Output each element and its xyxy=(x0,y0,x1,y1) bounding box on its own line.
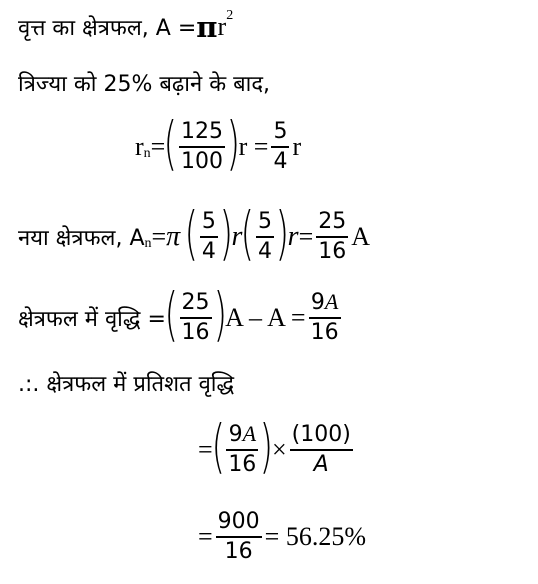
area-formula-line xyxy=(18,10,233,44)
fraction-numerator: 900 xyxy=(217,509,260,534)
left-paren: ( xyxy=(184,199,199,267)
area-symbol: A xyxy=(351,222,371,251)
fraction-denominator: 16 xyxy=(224,539,253,564)
equals-sign: = xyxy=(198,522,213,551)
numerator-coefficient: 9 xyxy=(228,422,243,447)
fraction-125-100 xyxy=(179,118,225,176)
radius-symbol: r xyxy=(231,221,243,252)
right-paren: ) xyxy=(219,199,233,267)
fraction-5-4 xyxy=(271,118,289,176)
final-result xyxy=(198,508,366,566)
fraction-5-4 xyxy=(256,208,274,266)
fraction-100-a xyxy=(290,421,353,479)
area-increase-equation xyxy=(18,279,344,348)
exponent: 2 xyxy=(226,8,234,23)
radius-equals: r = xyxy=(238,132,269,161)
fraction-numerator: 25 xyxy=(181,289,210,315)
new-area-label: नया क्षेत्रफल, A xyxy=(18,226,145,251)
percent-increase-expression xyxy=(198,411,356,480)
pi-symbol: π xyxy=(196,10,218,44)
times-sign: × xyxy=(271,434,287,464)
right-paren: ) xyxy=(213,279,227,348)
right-paren: ) xyxy=(259,411,274,480)
percent-increase-heading xyxy=(18,368,234,398)
numerator-variable: A xyxy=(242,421,257,446)
new-area-subscript: n xyxy=(144,236,152,251)
final-percentage: = 56.25% xyxy=(264,522,366,551)
area-formula-label: वृत्त का क्षेत्रफल, A = xyxy=(18,16,197,41)
left-paren: ( xyxy=(211,411,225,480)
radius-increase-statement xyxy=(18,68,270,98)
fraction-numerator: 125 xyxy=(180,119,223,144)
fraction-denominator: 16 xyxy=(310,320,339,345)
fraction-denominator: 16 xyxy=(228,452,257,477)
fraction-900-16 xyxy=(216,508,262,566)
fraction-denominator: 4 xyxy=(201,239,216,264)
left-paren: ( xyxy=(240,199,255,267)
percent-increase-text: .:. क्षेत्रफल में प्रतिशत वृद्धि xyxy=(18,372,235,397)
fraction-9a-16 xyxy=(226,420,258,479)
right-paren: ) xyxy=(226,109,241,177)
radius-increase-text: त्रिज्या को 25% बढ़ाने के बाद, xyxy=(18,72,271,97)
new-radius-subscript: n xyxy=(143,146,151,161)
new-radius-symbol: r xyxy=(135,132,144,161)
equals-sign: = xyxy=(151,222,167,251)
area-increase-label: क्षेत्रफल में वृद्धि = xyxy=(18,306,166,332)
equals-sign: = xyxy=(298,222,314,251)
fraction-numerator: 5 xyxy=(201,209,216,234)
fraction-numerator: 5 xyxy=(273,119,288,144)
fraction-numerator: 5 xyxy=(258,209,273,234)
radius-symbol: r xyxy=(292,132,302,161)
numerator-coefficient: 9 xyxy=(310,290,325,315)
radius-symbol: r xyxy=(287,221,299,252)
area-difference: A – A = xyxy=(225,302,306,332)
fraction-denominator: A xyxy=(313,451,329,477)
radius-symbol: r xyxy=(217,12,227,41)
fraction-5-4 xyxy=(200,208,218,266)
equals-sign: = xyxy=(198,434,213,464)
fraction-denominator: 16 xyxy=(181,319,210,345)
new-area-equation xyxy=(18,199,371,267)
equals-sign: = xyxy=(150,132,166,161)
fraction-numerator xyxy=(309,288,340,317)
fraction-denominator: 16 xyxy=(318,239,347,264)
left-paren: ( xyxy=(164,279,178,348)
fraction-denominator: 4 xyxy=(273,149,288,174)
fraction-9a-16 xyxy=(309,288,341,347)
fraction-numerator: (100) xyxy=(291,421,351,447)
pi-symbol: π xyxy=(166,221,181,252)
new-radius-equation xyxy=(135,109,302,177)
fraction-25-16 xyxy=(180,289,212,347)
fraction-denominator: 4 xyxy=(258,239,273,264)
fraction-numerator: 25 xyxy=(318,209,347,234)
fraction-denominator: 100 xyxy=(180,149,223,174)
fraction-numerator xyxy=(227,420,258,449)
numerator-variable: A xyxy=(324,289,339,314)
right-paren: ) xyxy=(275,199,290,267)
left-paren: ( xyxy=(163,109,178,177)
fraction-25-16 xyxy=(316,208,348,266)
